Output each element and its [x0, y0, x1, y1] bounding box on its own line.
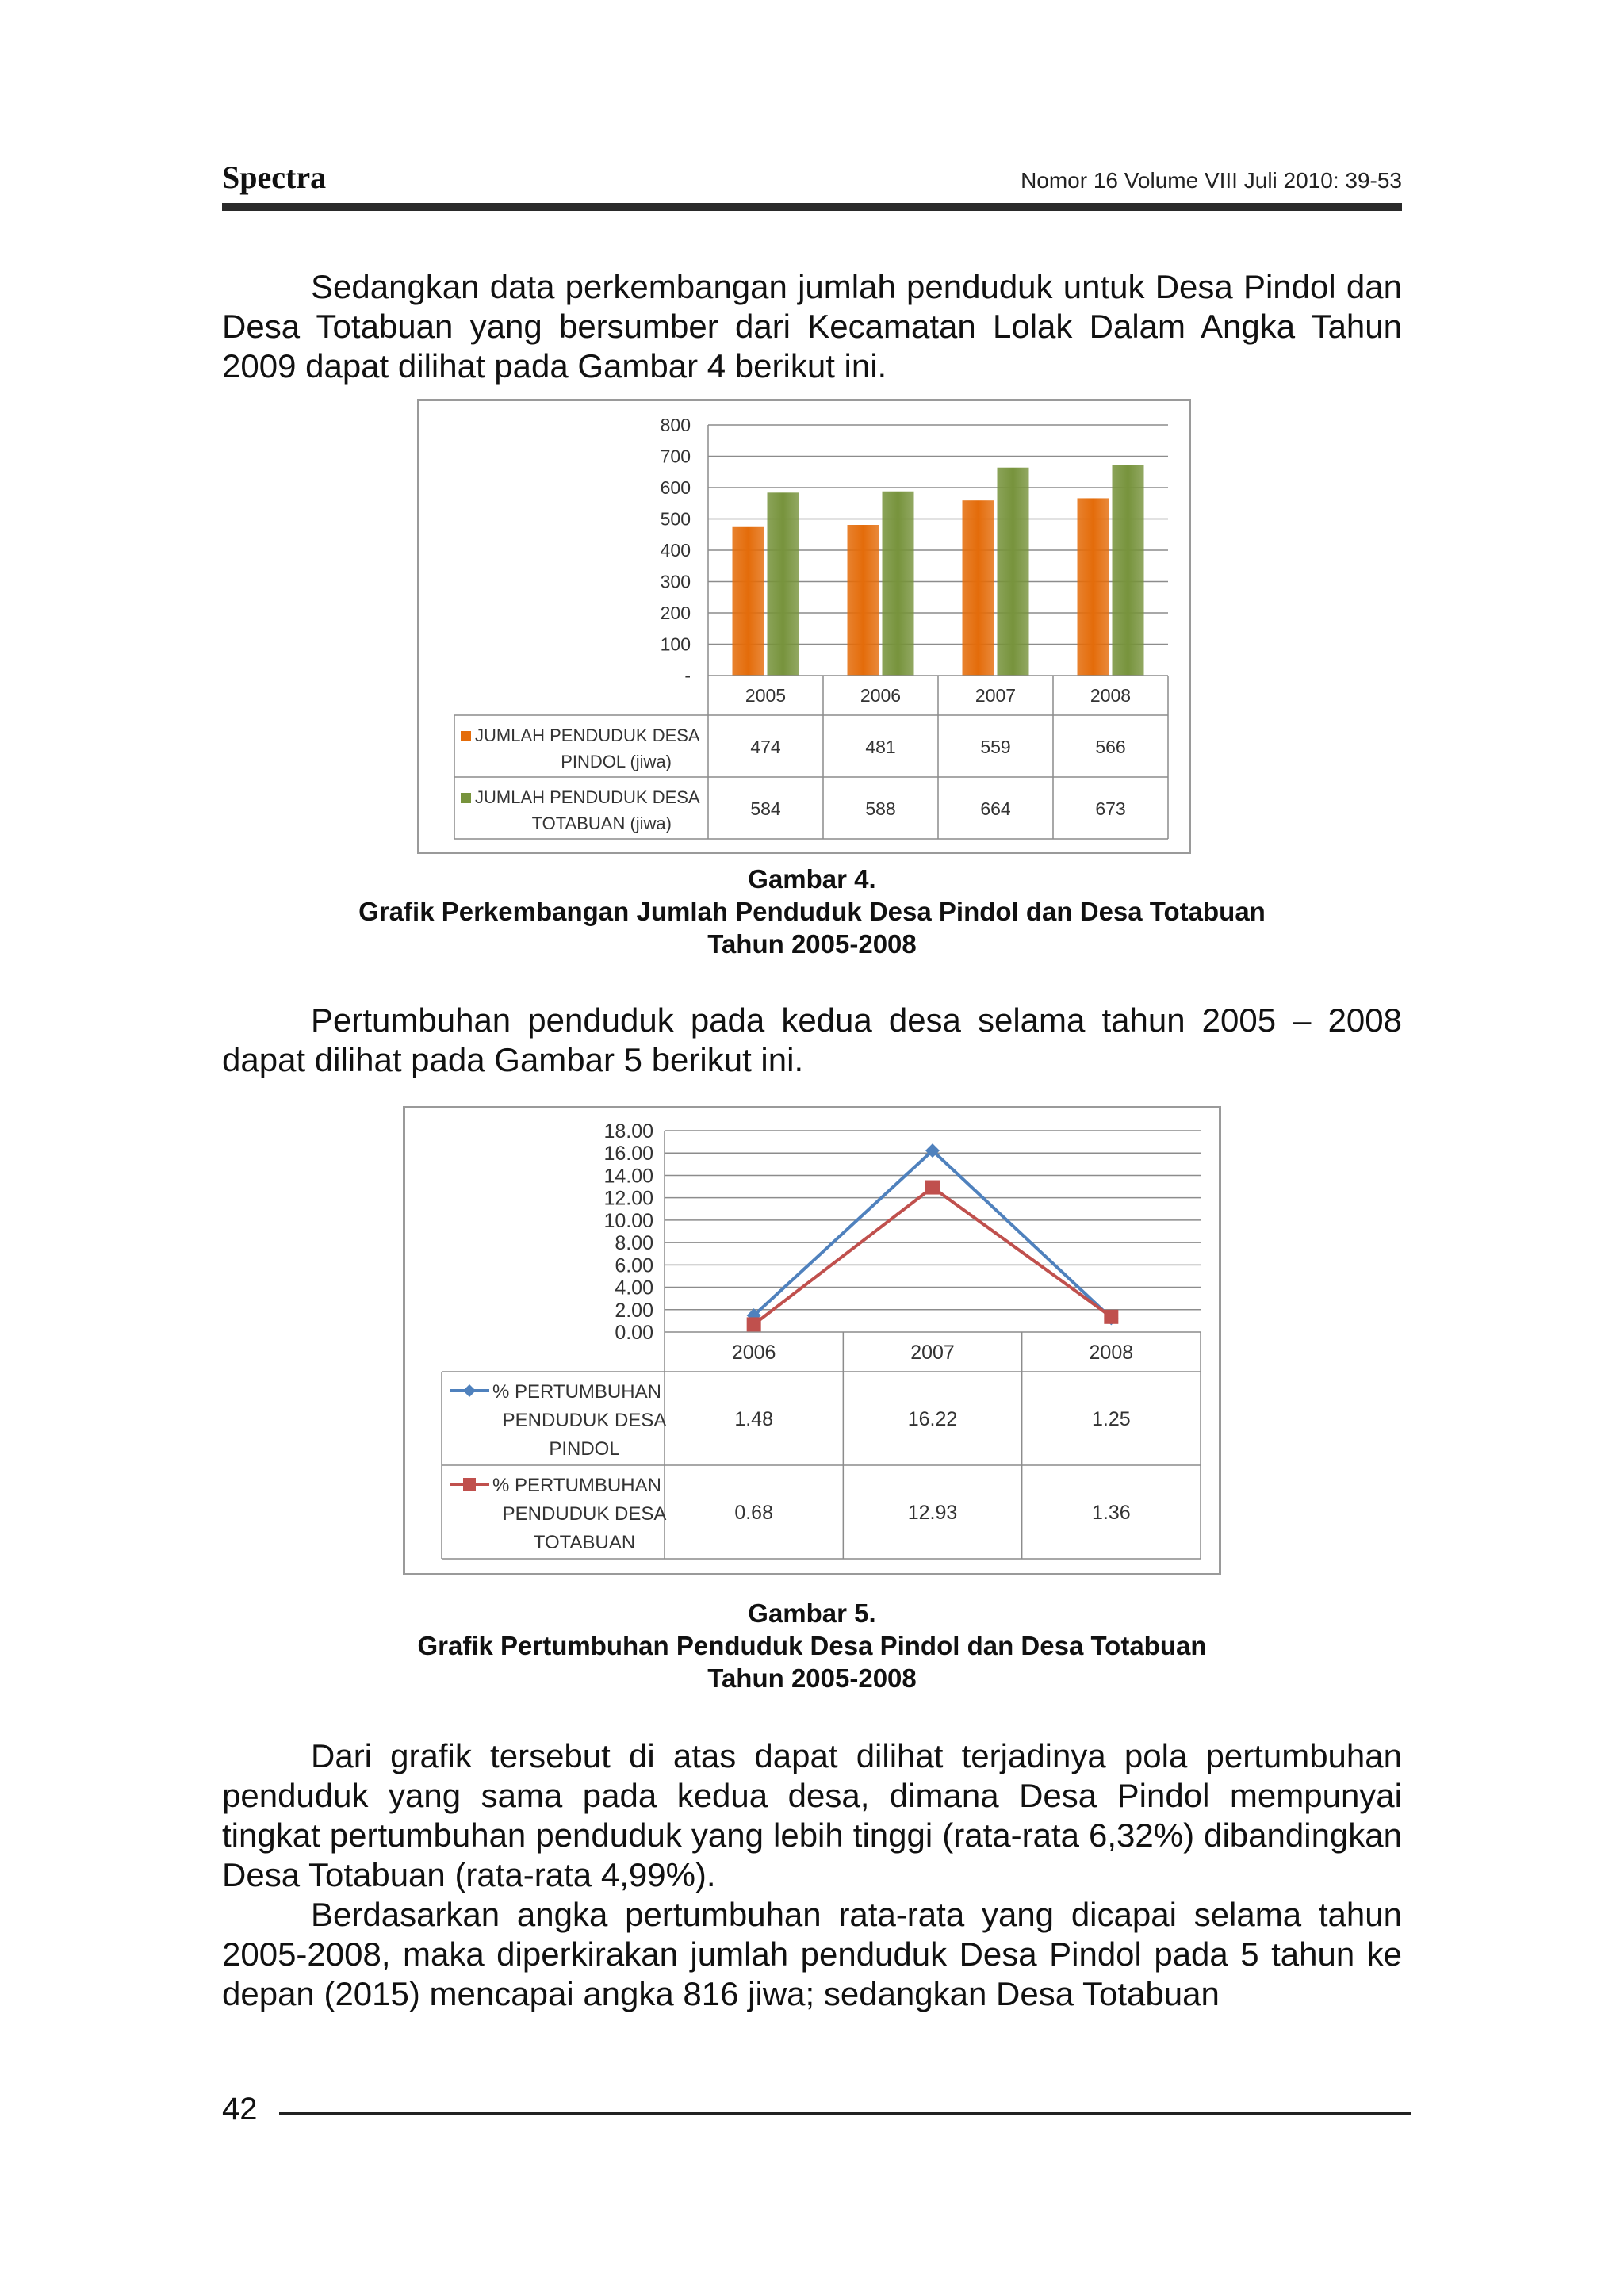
figure-5-caption — [222, 1597, 1402, 1694]
series-line-totabuan — [754, 1188, 1112, 1325]
issue-info: Nomor 16 Volume VIII Juli 2010: 39-53 — [1021, 168, 1402, 193]
figure-5-chart — [403, 1106, 1221, 1575]
caption-years: Tahun 2005-2008 — [707, 1663, 917, 1693]
bar-chart — [419, 401, 1189, 852]
marker-totabuan-2008 — [1104, 1310, 1118, 1324]
legend-swatch-totabuan — [461, 793, 471, 803]
caption-years: Tahun 2005-2008 — [707, 929, 917, 959]
y-tick-label: 8.00 — [615, 1232, 653, 1255]
data-label: 16.22 — [907, 1408, 958, 1430]
bar-totabuan-2008 — [1113, 465, 1144, 676]
legend-label: PINDOL — [549, 1438, 620, 1460]
legend-swatch-pindol — [461, 731, 471, 741]
data-label: 673 — [1095, 798, 1126, 819]
paragraph-intro-fig5 — [222, 1001, 1402, 1080]
bar-pindol-2007 — [963, 500, 994, 676]
paragraph-text: Pertumbuhan penduduk pada kedua desa selama tahun 2005 – 2008 dapat dilihat pada Gambar 5 berikut ini. — [222, 1001, 1402, 1078]
data-label: 588 — [865, 798, 896, 819]
caption-label: Gambar 5. — [748, 1598, 876, 1628]
data-label: 481 — [865, 737, 896, 757]
caption-label: Gambar 4. — [748, 864, 876, 894]
bar-totabuan-2005 — [768, 492, 799, 676]
caption-title: Grafik Perkembangan Jumlah Penduduk Desa Pindol dan Desa Totabuan — [358, 897, 1266, 926]
marker-totabuan-2006 — [747, 1317, 761, 1331]
y-tick-label: 10.00 — [603, 1209, 653, 1232]
data-label: 0.68 — [734, 1502, 774, 1524]
y-tick-label: 12.00 — [603, 1187, 653, 1210]
paragraph-text: Sedangkan data perkembangan jumlah penduduk untuk Desa Pindol dan Desa Totabuan yang bersumber dari Kecamatan Lolak Dalam Angka Tahun 2009 dapat dilihat pada Gambar 4 berikut ini. — [222, 268, 1402, 385]
journal-title: Spectra — [222, 159, 327, 195]
bar-totabuan-2006 — [883, 492, 914, 676]
page-number: 42 — [222, 2092, 258, 2126]
y-tick-label: 18.00 — [603, 1120, 653, 1143]
y-tick-label: 400 — [660, 540, 691, 561]
legend-label: JUMLAH PENDUDUK DESA — [475, 725, 700, 745]
y-tick-label: 16.00 — [603, 1143, 653, 1166]
legend-label: TOTABUAN — [533, 1532, 636, 1553]
legend-label: % PERTUMBUHAN — [492, 1381, 661, 1403]
data-label: 1.25 — [1091, 1408, 1131, 1430]
y-tick-label: 500 — [660, 508, 691, 530]
data-label: 559 — [980, 737, 1011, 757]
data-label: 12.93 — [907, 1502, 958, 1524]
y-tick-label: 700 — [660, 446, 691, 467]
bar-pindol-2006 — [848, 525, 879, 676]
legend-marker-pindol — [463, 1384, 476, 1397]
data-label: 1.36 — [1091, 1502, 1131, 1524]
paragraph-text: Dari grafik tersebut di atas dapat dilihat terjadinya pola pertumbuhan penduduk yang sama pada kedua desa, dimana Desa Pindol mempunyai tingkat pertumbuhan penduduk yang lebih tinggi (rata-rata 6,32%) dibandingkan Desa Totabuan (rata-rata 4,99%). — [222, 1737, 1402, 1893]
legend-label: PINDOL (jiwa) — [561, 752, 672, 771]
bar-totabuan-2007 — [998, 468, 1029, 676]
y-tick-label: - — [684, 665, 691, 686]
y-tick-label: 200 — [660, 603, 691, 623]
y-tick-label: 2.00 — [615, 1299, 653, 1322]
y-tick-label: 0.00 — [615, 1322, 653, 1344]
line-chart — [405, 1108, 1219, 1573]
y-tick-label: 800 — [660, 415, 691, 435]
x-tick-label: 2005 — [745, 685, 787, 706]
data-label: 584 — [750, 798, 781, 819]
legend-label: JUMLAH PENDUDUK DESA — [475, 787, 700, 807]
x-tick-label: 2007 — [910, 1342, 955, 1364]
y-tick-label: 4.00 — [615, 1277, 653, 1300]
x-tick-label: 2008 — [1089, 1342, 1134, 1364]
x-tick-label: 2006 — [731, 1342, 776, 1364]
y-tick-label: 600 — [660, 477, 691, 498]
data-label: 566 — [1095, 737, 1126, 757]
x-tick-label: 2007 — [975, 685, 1017, 706]
legend-marker-totabuan — [463, 1478, 476, 1491]
bar-pindol-2005 — [733, 527, 764, 676]
legend-label: PENDUDUK DESA — [502, 1503, 667, 1525]
data-label: 1.48 — [734, 1408, 774, 1430]
marker-totabuan-2007 — [925, 1181, 940, 1195]
x-tick-label: 2006 — [860, 685, 902, 706]
figure-4-caption — [222, 863, 1402, 960]
legend-label: % PERTUMBUHAN — [492, 1475, 661, 1496]
y-tick-label: 6.00 — [615, 1254, 653, 1277]
legend-label: TOTABUAN (jiwa) — [531, 813, 672, 833]
figure-4-chart — [417, 399, 1191, 854]
header-divider — [222, 203, 1402, 211]
caption-title: Grafik Pertumbuhan Penduduk Desa Pindol dan Desa Totabuan — [417, 1631, 1207, 1660]
x-tick-label: 2008 — [1090, 685, 1132, 706]
paragraph-text: Berdasarkan angka pertumbuhan rata-rata yang dicapai selama tahun 2005-2008, maka diperkirakan jumlah penduduk Desa Pindol pada 5 tahun ke depan (2015) mencapai angka 816 jiwa; sedangkan Desa Totabuan — [222, 1896, 1402, 2012]
paragraph-analysis — [222, 1736, 1402, 2014]
y-tick-label: 300 — [660, 571, 691, 592]
legend-label: PENDUDUK DESA — [502, 1410, 667, 1431]
paragraph-intro-fig4 — [222, 267, 1402, 386]
bar-pindol-2008 — [1078, 498, 1109, 676]
footer-divider — [279, 2112, 1411, 2115]
data-label: 474 — [750, 737, 781, 757]
y-tick-label: 100 — [660, 634, 691, 655]
y-tick-label: 14.00 — [603, 1165, 653, 1188]
data-label: 664 — [980, 798, 1011, 819]
